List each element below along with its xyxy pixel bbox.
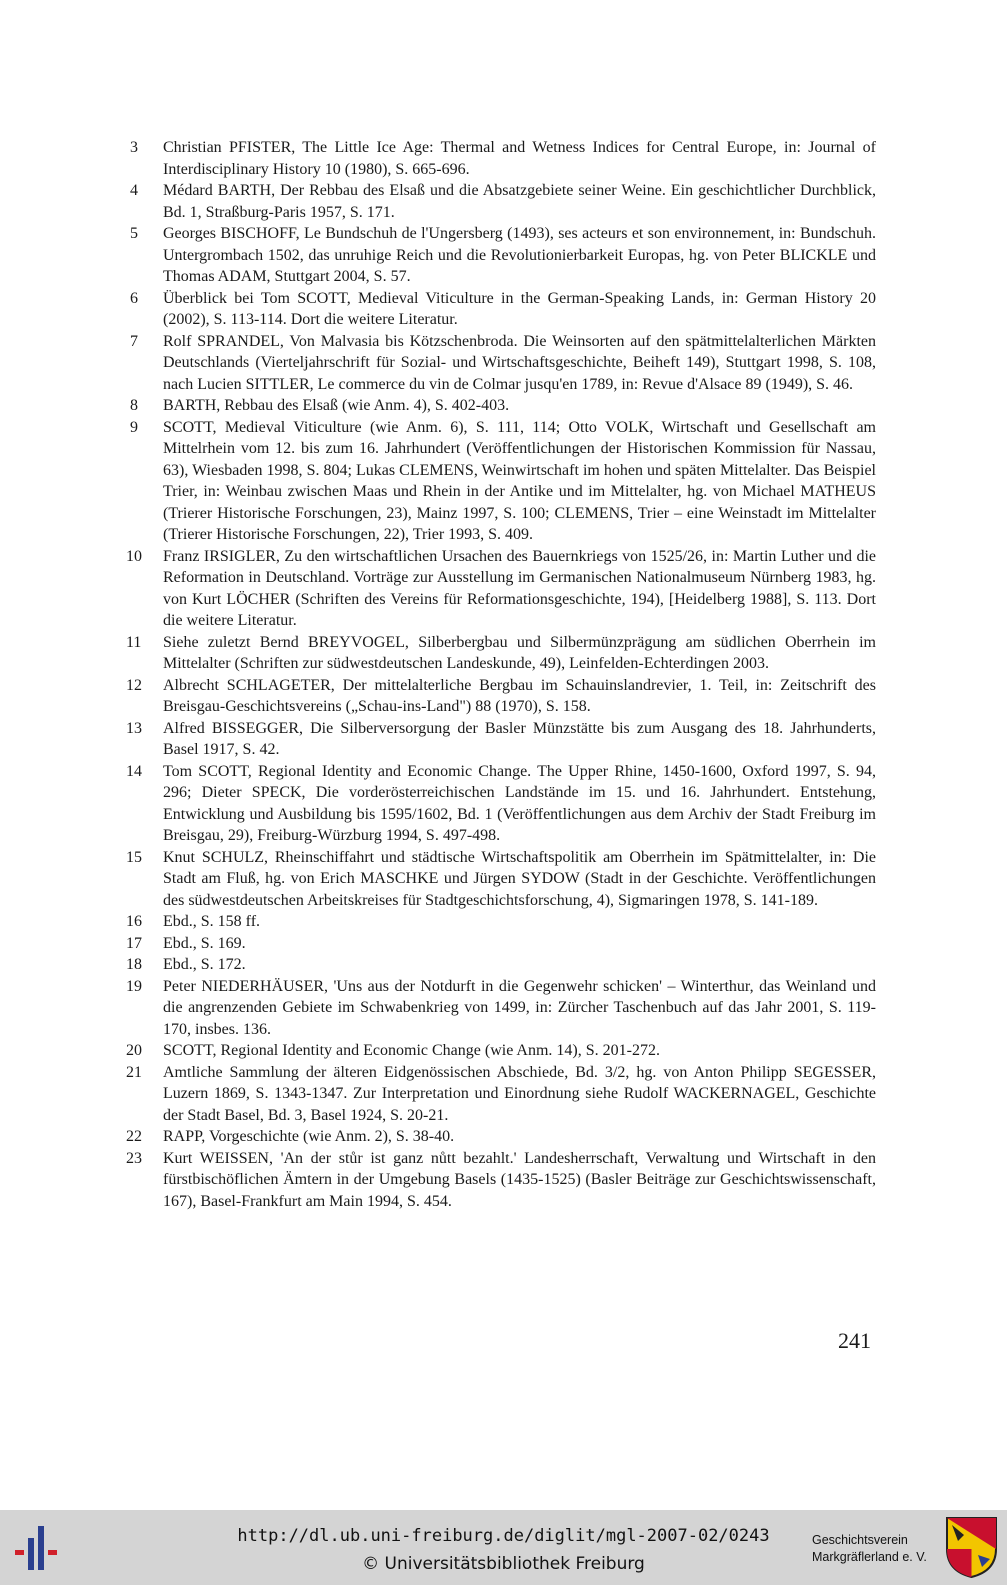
footnote-text: BARTH, Rebbau des Elsaß (wie Anm. 4), S. 402-403. [163,397,510,414]
footnote-text: Ebd., S. 172. [163,956,246,973]
footnote-text: Knut SCHULZ, Rheinschiffahrt und städtische Wirtschaftspolitik am Oberrhein im Spätmittelalter, in: Die Stadt am Fluß, hg. von Erich MASCHKE und Jürgen SYDOW (Stadt in der Geschichte. Veröffentlichungen des südwestdeutschen Arbeitskreises für Stadtgeschichtsforschung, 4), Sigmaringen 1978, S. 141-189. [163,848,876,909]
footnote-number: 20 [126,1042,142,1059]
footnote-text: Alfred BISSEGGER, Die Silberversorgung der Basler Münzstätte bis zum Ausgang des 18. Jahrhunderts, Basel 1917, S. 42. [163,719,876,758]
footnote-text: Überblick bei Tom SCOTT, Medieval Viticulture in the German-Speaking Lands, in: German History 20 (2002), S. 113-114. Dort die weitere Literatur. [163,289,876,328]
footnote-number: 5 [130,225,138,242]
society-name [812,1532,942,1566]
footnote-number: 10 [126,547,142,565]
society-line-1: Geschichtsverein [812,1533,908,1547]
footnote-number: 21 [126,1063,142,1081]
footnote-text: Amtliche Sammlung der älteren Eidgenössischen Abschiede, Bd. 3/2, hg. von Anton Philipp SEGESSER, Luzern 1869, S. 1343-1347. Zur Interpretation und Einordnung siehe Rudolf WACKERNAGEL, Geschichte der Stadt Basel, Bd. 3, Basel 1924, S. 20-21. [163,1063,876,1124]
footnote [126,954,876,976]
footnote-text: Georges BISCHOFF, Le Bundschuh de l'Ungersberg (1493), ses acteurs et son environnement, in: Bundschuh. Untergrombach 1502, das unruhige Reich und die Revolutionierbarkeit Europas, hg. von Peter BLICKLE und Thomas ADAM, Stuttgart 2004, S. 57. [163,225,876,285]
footnote [126,223,876,288]
footnote-number: 12 [126,676,142,694]
footnote-text: SCOTT, Medieval Viticulture (wie Anm. 6), S. 111, 114; Otto VOLK, Wirtschaft und Gesellschaft am Mittelrhein vom 12. bis zum 16. Jahrhundert (Veröffentlichungen der Historischen Kommission für Nassau, 63), Wiesbaden 1998, S. 804; Lukas CLEMENS, Weinwirtschaft im hohen und späten Mittelalter. Das Beispiel Trier, in: Weinbau zwischen Maas und Rhein in der Antike und im Mittelalter, hg. von Michael MATHEUS (Trierer Historische Forschungen, 23), Mainz 1997, S. 100; CLEMENS, Trier – eine Weinstadt im Mittelalter (Trierer Historische Forschungen, 22), Trier 1993, S. 409. [163,418,876,543]
footnote-number: 16 [126,913,142,930]
footnote [126,180,876,223]
footnote [126,847,876,912]
footnote-number: 9 [130,418,138,436]
footer-bar [0,1510,1007,1585]
footnote [126,395,876,417]
footnote-text: Ebd., S. 158 ff. [163,913,261,930]
footnote-text: Christian PFISTER, The Little Ice Age: Thermal and Wetness Indices for Central Europe, in: Journal of Interdisciplinary History 10 (1980), S. 665-696. [163,139,876,178]
footnote-text: Kurt WEISSEN, 'An der stůr ist ganz nůtt bezahlt.' Landesherrschaft, Verwaltung und Wirtschaft in den fürstbischöflichen Ämtern in der Umgebung Basels (1435-1525) (Basler Beiträge zur Geschichtswissenschaft, 167), Basel-Frankfurt am Main 1994, S. 454. [163,1149,876,1210]
footnote-number: 14 [126,762,142,780]
footnote-number: 23 [126,1149,142,1167]
footnote-text: Rolf SPRANDEL, Von Malvasia bis Kötzschenbroda. Die Weinsorten auf den spätmittelalterlichen Märkten Deutschlands (Vierteljahrschrift für Sozial- und Wirtschaftsgeschichte, Beiheft 149), Stuttgart 1998, S. 108, nach Lucien SITTLER, Le commerce du vin de Colmar jusqu'en 1789, in: Revue d'Alsace 89 (1949), S. 46. [163,332,876,393]
footnote [126,1040,876,1062]
footnotes-list [126,137,876,1212]
footnote-number: 17 [126,934,142,952]
footnote [126,137,876,180]
footnote-text: RAPP, Vorgeschichte (wie Anm. 2), S. 38-40. [163,1128,455,1145]
footnote-number: 13 [126,719,142,737]
footnote-number: 22 [126,1128,142,1145]
footnote [126,761,876,847]
footnote-number: 3 [130,139,138,156]
footnote [126,546,876,632]
footnote [126,288,876,331]
footnote-text: Albrecht SCHLAGETER, Der mittelalterliche Bergbau im Schauinslandrevier, 1. Teil, in: Zeitschrift des Breisgau-Geschichtsvereins („Schau-ins-Land") 88 (1970), S. 158. [163,676,876,715]
footnote-text: Ebd., S. 169. [163,934,246,952]
footnote-text: Tom SCOTT, Regional Identity and Economic Change. The Upper Rhine, 1450-1600, Oxford 1997, S. 94, 296; Dieter SPECK, Die vorderösterreichischen Landstände im 15. und 16. Jahrhundert. Entstehung, Entwicklung und Ausbildung bis 1595/1602, Bd. 1 (Veröffentlichungen aus dem Archiv der Stadt Freiburg im Breisgau, 29), Freiburg-Würzburg 1994, S. 497-498. [163,762,876,844]
footnote-number: 18 [126,956,142,973]
page-number: 241 [838,1328,871,1353]
footnote-number: 6 [130,289,138,307]
footnote-text: Peter NIEDERHÄUSER, 'Uns aus der Notdurft in die Gegenwehr schicken' – Winterthur, das Weinland und die angrenzenden Gebiete im Schwabenkrieg von 1499, in: Zürcher Taschenbuch auf das Jahr 2001, S. 119-170, insbes. 136. [163,977,876,1038]
footnote [126,632,876,675]
footnote [126,675,876,718]
footer-url-link[interactable]: http://dl.ub.uni-freiburg.de/diglit/mgl-2007-02/0243 [237,1526,770,1546]
footnote-text: Médard BARTH, Der Rebbau des Elsaß und die Absatzgebiete seiner Weine. Ein geschichtlicher Durchblick, Bd. 1, Straßburg-Paris 1957, S. 171. [163,182,876,221]
footnote [126,331,876,396]
footnote [126,718,876,761]
footer-copyright: © Universitätsbibliothek Freiburg [362,1554,645,1574]
footnote-text: SCOTT, Regional Identity and Economic Change (wie Anm. 14), S. 201-272. [163,1042,660,1059]
footnote-number: 11 [126,633,142,651]
footnote-number: 4 [130,182,138,199]
society-line-2: Markgräflerland e. V. [812,1550,927,1564]
footnote [126,933,876,955]
footnote [126,1062,876,1127]
coat-of-arms-icon [944,1515,999,1580]
footnote [126,1148,876,1213]
footnote-text: Siehe zuletzt Bernd BREYVOGEL, Silberbergbau und Silbermünzprägung am südlichen Oberrhein im Mittelalter (Schriften zur südwestdeutschen Landeskunde, 49), Leinfelden-Echterdingen 2003. [163,633,876,672]
footnote [126,1126,876,1148]
footnote [126,976,876,1041]
footnote-number: 8 [130,397,138,414]
footnote-number: 19 [126,977,142,995]
footnote [126,911,876,933]
footnote-text: Franz IRSIGLER, Zu den wirtschaftlichen Ursachen des Bauernkriegs von 1525/26, in: Martin Luther und die Reformation in Deutschland. Vorträge zur Ausstellung im Germanischen Nationalmuseum Nürnberg 1983, hg. von Kurt LÖCHER (Schriften des Vereins für Reformationsgeschichte, 194), [Heidelberg 1988], S. 113. Dort die weitere Literatur. [163,547,876,629]
footnote-number: 7 [130,332,138,350]
footnote-number: 15 [126,848,142,866]
footnote [126,417,876,546]
